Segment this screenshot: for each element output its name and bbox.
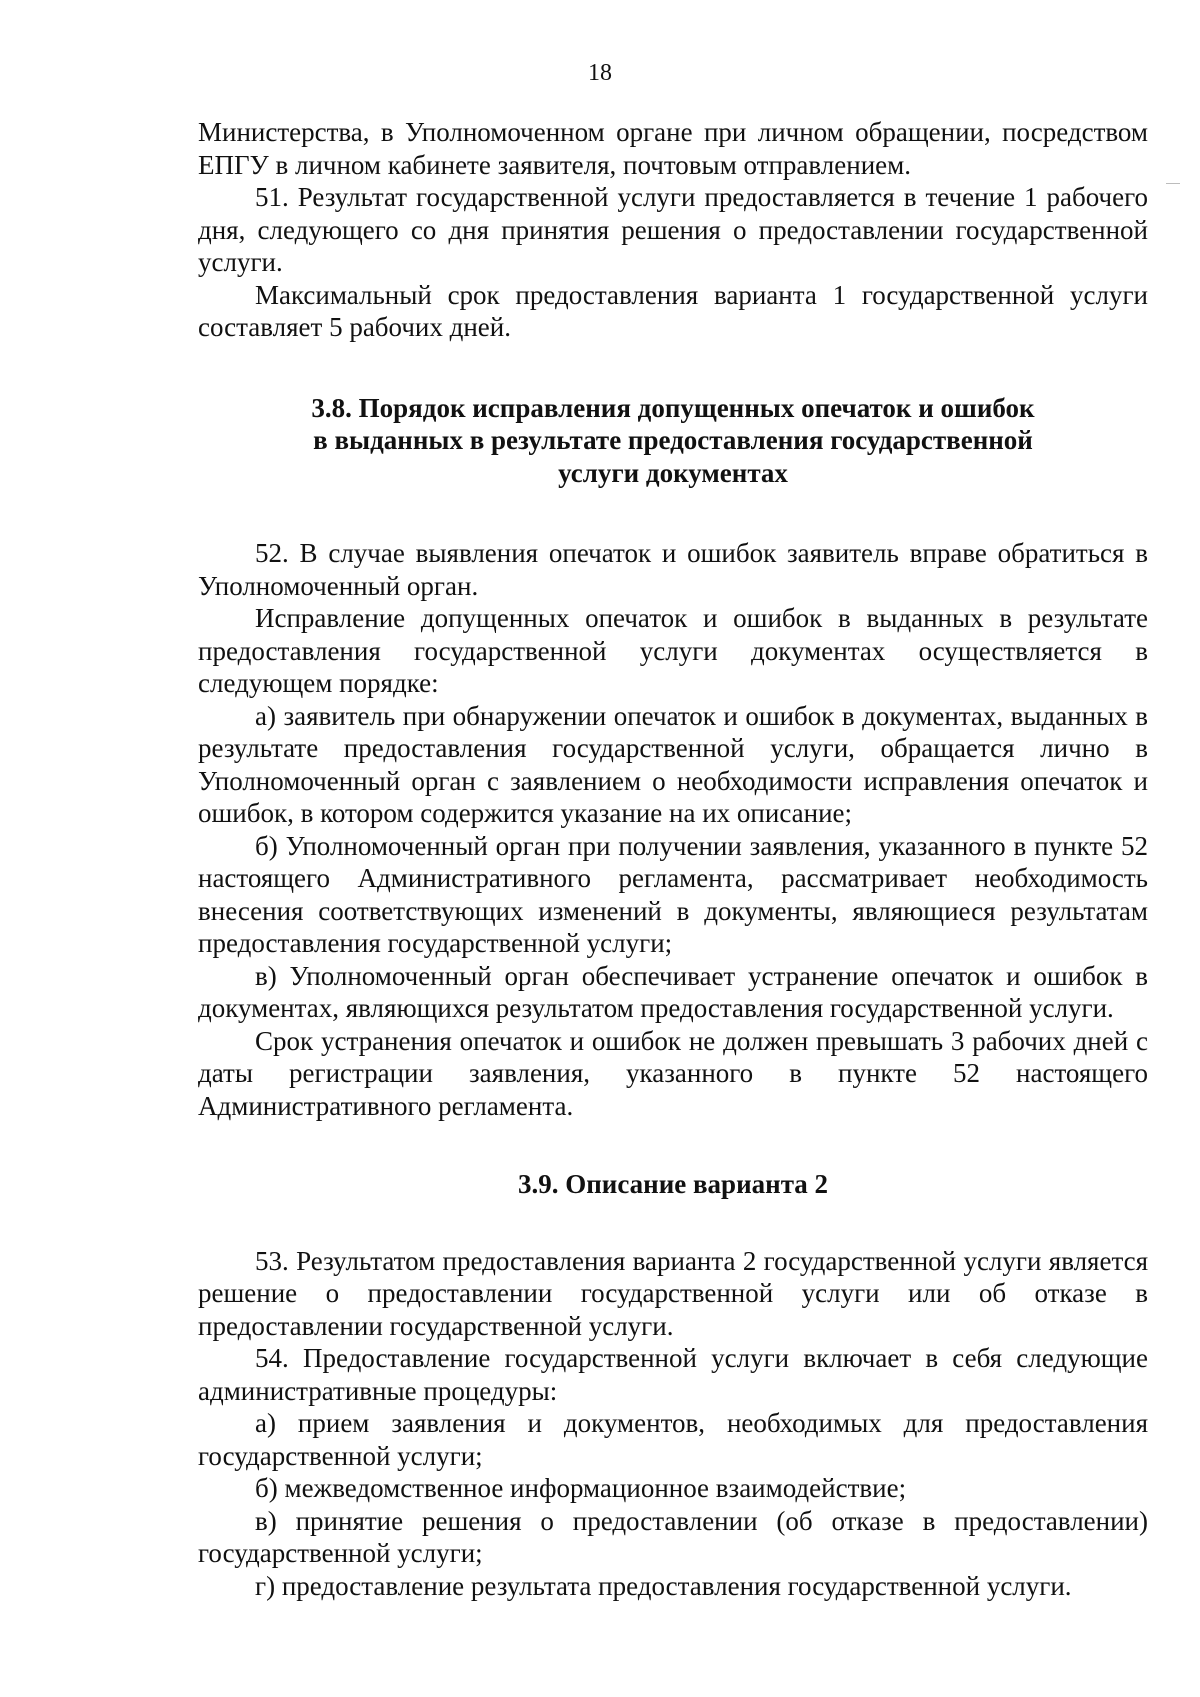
section-3-8-heading-line-3: услуги документах	[558, 457, 788, 488]
section-3-9-heading: 3.9. Описание варианта 2	[517, 1169, 829, 1199]
procedure-item-g: г) предоставление результата предоставления государственной услуги.	[255, 1570, 1072, 1601]
paragraph-53: 53. Результатом предоставления варианта 2 государственной услуги является решение о предоставлении государственной услуги или об отказе в предоставлении государственной услуги.	[198, 1245, 1148, 1341]
procedure-item-a: а) прием заявления и документов, необходимых для предоставления государственной услуги;	[198, 1408, 1148, 1471]
section-3-8-heading	[198, 392, 1148, 490]
section-3-8-heading-line-2: в выданных в результате предоставления государственной	[313, 425, 1033, 455]
paragraph-52: 52. В случае выявления опечаток и ошибок заявитель вправе обратиться в Уполномоченный орган.	[198, 538, 1148, 601]
scan-margin-mark	[1166, 183, 1180, 184]
list-item-a: а) заявитель при обнаружении опечаток и ошибок в документах, выданных в результате предоставления государственной услуги, обращается лично в Уполномоченный орган с заявлением о необходимости исправления опечаток и ошибок, в котором содержится указание на их описание;	[198, 700, 1148, 828]
list-item-b: б) Уполномоченный орган при получении заявления, указанного в пункте 52 настоящего Административного регламента, рассматривает необходимость внесения соответствующих изменений в документы, являющиеся результатам предоставления государственной услуги;	[198, 830, 1148, 958]
paragraph-continuation: Министерства, в Уполномоченном органе при личном обращении, посредством ЕПГУ в личном кабинете заявителя, почтовым отправлением.	[198, 117, 1148, 180]
list-item-v: в) Уполномоченный орган обеспечивает устранение опечаток и ошибок в документах, являющихся результатом предоставления государственной услуги.	[198, 960, 1148, 1023]
paragraph-max-term: Максимальный срок предоставления варианта 1 государственной услуги составляет 5 рабочих дней.	[198, 279, 1148, 342]
paragraph-54: 54. Предоставление государственной услуги включает в себя следующие административные процедуры:	[198, 1343, 1148, 1406]
page-number: 18	[588, 60, 612, 86]
procedure-item-v: в) принятие решения о предоставлении (об отказе в предоставлении) государственной услуги;	[198, 1505, 1148, 1568]
document-body	[198, 116, 1148, 1602]
paragraph-51: 51. Результат государственной услуги предоставляется в течение 1 рабочего дня, следующего со дня принятия решения о предоставлении государственной услуги.	[198, 182, 1148, 277]
paragraph-correction-order: Исправление допущенных опечаток и ошибок в выданных в результате предоставления государственной услуги документах осуществляется в следующем порядке:	[198, 603, 1148, 698]
paragraph-correction-term: Срок устранения опечаток и ошибок не должен превышать 3 рабочих дней с даты регистрации заявления, указанного в пункте 52 настоящего Административного регламента.	[198, 1025, 1148, 1121]
section-3-8-heading-line-1: 3.8. Порядок исправления допущенных опечаток и ошибок	[311, 392, 1035, 423]
procedure-item-b: б) межведомственное информационное взаимодействие;	[255, 1473, 907, 1503]
